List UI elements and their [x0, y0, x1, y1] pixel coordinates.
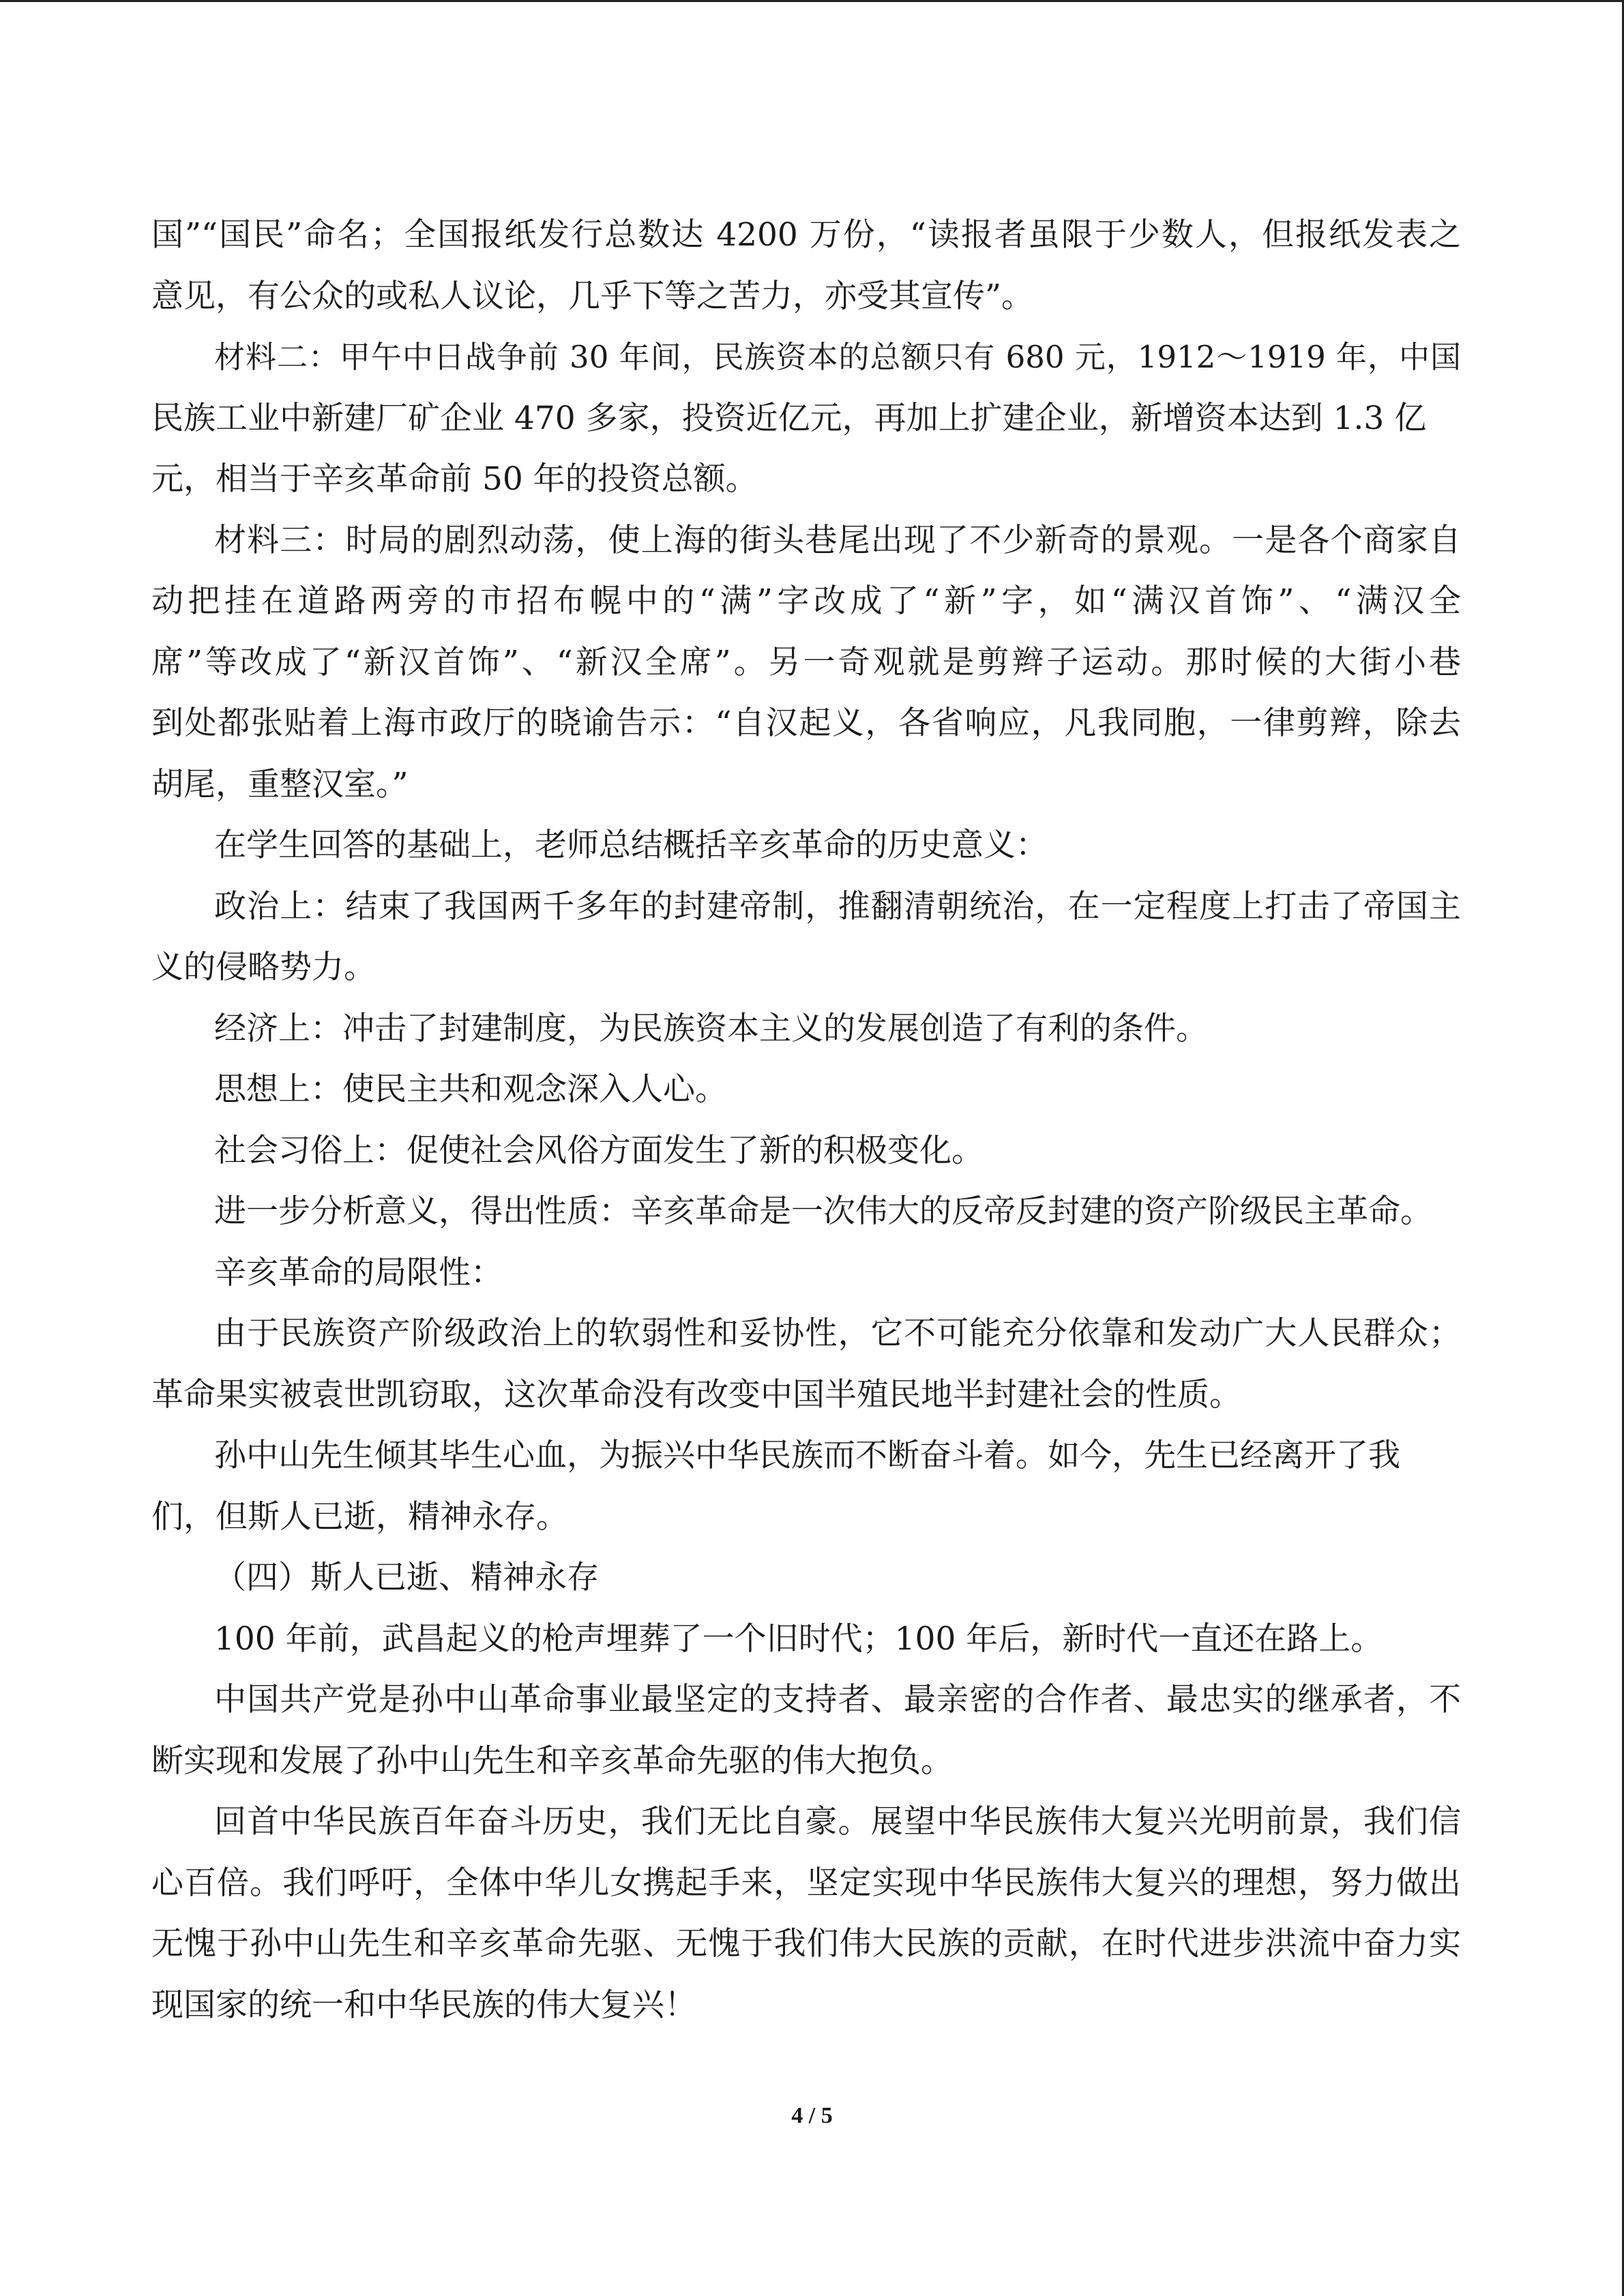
text-line: 到处都张贴着上海市政厅的晓谕告示：“自汉起义，各省响应，凡我同胞，一律剪辫，除去 — [151, 704, 1461, 742]
text-line: 100 年前，武昌起义的枪声埋葬了一个旧时代；100 年后，新时代一直还在路上。 — [214, 1620, 1383, 1658]
text-line: 辛亥革命的局限性： — [214, 1253, 503, 1292]
text-line: 革命果实被袁世凯窃取，这次革命没有改变中国半殖民地半封建社会的性质。 — [151, 1375, 1241, 1414]
text-line: 进一步分析意义，得出性质：辛亥革命是一次伟大的反帝反封建的资产阶级民主革命。 — [214, 1193, 1432, 1230]
document-body — [151, 205, 1461, 2036]
text-line: （四）斯人已逝、精神永存 — [214, 1559, 599, 1596]
text-line: 经济上：冲击了封建制度，为民族资本主义的发展创造了有利的条件。 — [214, 1009, 1208, 1047]
text-line: 政治上：结束了我国两千多年的封建帝制，推翻清朝统治，在一定程度上打击了帝国主 — [214, 887, 1461, 925]
text-line: 现国家的统一和中华民族的伟大复兴！ — [151, 1986, 696, 2024]
text-line: 思想上：使民主共和观念深入人心。 — [214, 1071, 727, 1108]
top-page-border — [0, 0, 1624, 2]
text-line: 胡尾，重整汉室。” — [151, 765, 409, 803]
text-line: 中国共产党是孙中山革命事业最坚定的支持者、最亲密的合作者、最忠实的继承者，不 — [214, 1681, 1461, 1718]
text-line: 材料二：甲午中日战争前 30 年间，民族资本的总额只有 680 元，1912～1919 年，中国 — [214, 339, 1461, 375]
text-line: 回首中华民族百年奋斗历史，我们无比自豪。展望中华民族伟大复兴光明前景，我们信 — [214, 1803, 1461, 1840]
text-line: 断实现和发展了孙中山先生和辛亥革命先驱的伟大抱负。 — [151, 1742, 953, 1780]
text-line: 动把挂在道路两旁的市招布幌中的“满”字改成了“新”字，如“满汉首饰”、“满汉全 — [151, 582, 1461, 620]
text-line: 义的侵略势力。 — [151, 949, 376, 986]
text-line: 孙中山先生倾其毕生心血，为振兴中华民族而不断奋斗着。如今，先生已经离开了我 — [214, 1437, 1400, 1474]
text-line: 社会习俗上：促使社会风俗方面发生了新的积极变化。 — [214, 1131, 984, 1169]
text-line: 国”“国民”命名；全国报纸发行总数达 4200 万份，“读报者虽限于少数人，但报纸发表之 — [151, 216, 1461, 254]
text-line: 意见，有公众的或私人议论，几乎下等之苦力，亦受其宣传”。 — [151, 277, 1034, 315]
text-line: 元，相当于辛亥革命前 50 年的投资总额。 — [151, 460, 758, 498]
page-number: 4 / 5 — [791, 2103, 833, 2128]
text-line: 们，但斯人已逝，精神永存。 — [151, 1497, 568, 1536]
text-line: 材料三：时局的剧烈动荡，使上海的街头巷尾出现了不少新奇的景观。一是各个商家自 — [214, 521, 1461, 559]
text-line: 民族工业中新建厂矿企业 470 多家，投资近亿元，再加上扩建企业，新增资本达到 1.3 亿 — [151, 399, 1427, 437]
text-line: 在学生回答的基础上，老师总结概括辛亥革命的历史意义： — [214, 826, 1048, 864]
text-line: 无愧于孙中山先生和辛亥革命先驱、无愧于我们伟大民族的贡献，在时代进步洪流中奋力实 — [151, 1925, 1461, 1963]
text-line: 由于民族资产阶级政治上的软弱性和妥协性，它不可能充分依靠和发动广大人民群众； — [214, 1315, 1461, 1352]
text-line: 席”等改成了“新汉首饰”、“新汉全席”。另一奇观就是剪辫子运动。那时候的大街小巷 — [151, 643, 1461, 681]
text-line: 心百倍。我们呼吁，全体中华儿女携起手来，坚定实现中华民族伟大复兴的理想，努力做出 — [151, 1864, 1461, 1902]
